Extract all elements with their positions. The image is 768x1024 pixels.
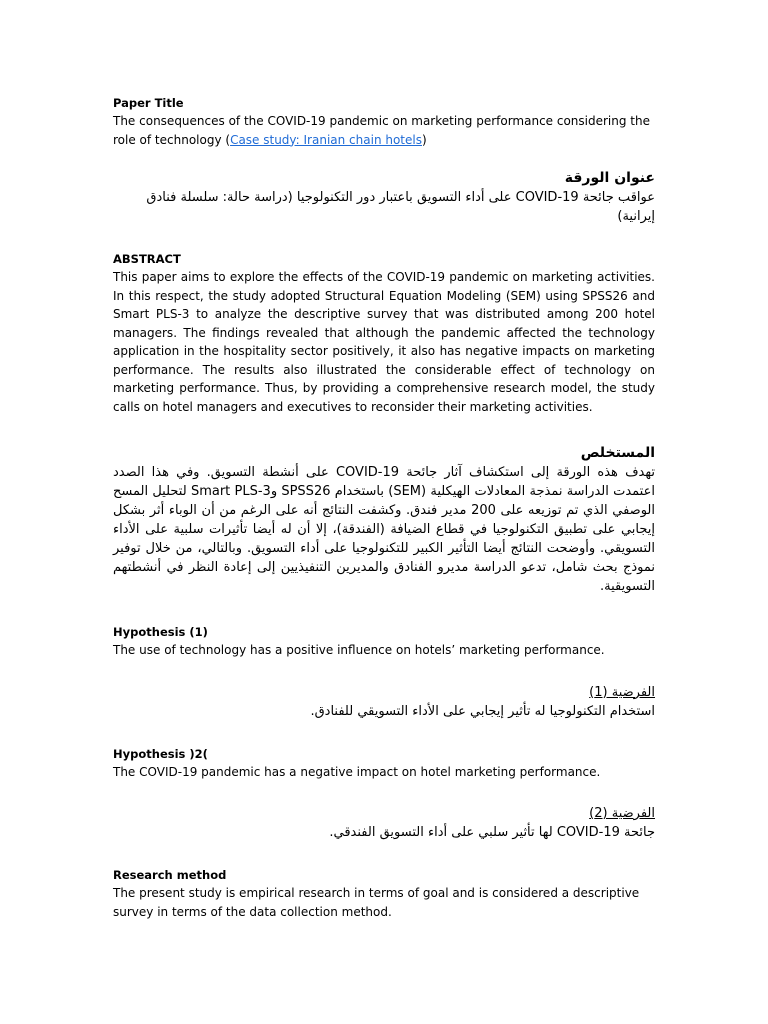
hypothesis-2-text: The COVID-19 pandemic has a negative impact on hotel marketing performance.: [113, 764, 601, 779]
arabic-hypothesis-2-heading: الفرضية (2): [589, 806, 655, 821]
paper-title-text-before: The consequences of the COVID-19 pandemic on marketing performance considering the role of technology (: [113, 114, 650, 147]
research-method-heading: Research method: [113, 868, 227, 882]
document-page: [113, 94, 655, 921]
abstract-heading: ABSTRACT: [113, 252, 181, 266]
arabic-abstract-heading: المستخلص: [580, 445, 655, 461]
arabic-hypothesis-1-heading: الفرضية (1): [589, 684, 655, 700]
arabic-abstract-text: تهدف هذه الورقة إلى استكشاف آثار جائحة COVID-19 على أنشطة التسويق. وفي هذا الصدد اعتمدت الدراسة نمذجة المعادلات الهيكلية (SEM) باستخدام SPSS26 وSmart PLS-3 لتحليل المسح الوصفي الذي تم توزيعه على 200 مدير فندق. وكشفت النتائج أنه على الرغم من أن الوباء أثر بشكل إيجابي على تطبيق التكنولوجيا في قطاع الضيافة (الفندقة)، إلا أن له أيضا تأثيرات سلبية على الأداء التسويقي. وأوضحت النتائج أيضا التأثير الكبير للتكنولوجيا على أداء التسويق. وبالتالي، من خلال توفير نموذج بحث شامل، تدعو الدراسة مديرو الفنادق والمديرين التنفيذيين إلى إعادة النظر في أنشطتهم التسويقية.: [113, 465, 655, 594]
arabic-title-heading: عنوان الورقة: [564, 170, 655, 186]
paper-title-heading: Paper Title: [113, 96, 184, 110]
hypothesis-1-text: The use of technology has a positive influence on hotels’ marketing performance.: [113, 643, 605, 657]
paper-title-text-after: ): [421, 132, 427, 147]
research-method-text: The present study is empirical research in terms of goal and is considered a descriptive survey in terms of the data collection method.: [113, 886, 640, 919]
hypothesis-1-heading: Hypothesis (1): [113, 625, 208, 639]
hypothesis-2-heading: Hypothesis )2(: [113, 746, 208, 761]
abstract-text: This paper aims to explore the effects of the COVID-19 pandemic on marketing activities. In this respect, the study adopted Structural Equation Modeling (SEM) using SPSS26 and Smart PLS-3 to analyze the descriptive survey that was distributed among 200 hotel managers. The findings revealed that although the pandemic affected the technology application in the hospitality sector positively, it also has negative impacts on marketing performance. The results also illustrated the considerable effect of technology on marketing performance. Thus, by providing a comprehensive research model, the study calls on hotel managers and executives to reconsider their marketing activities.: [113, 270, 655, 414]
arabic-title-text: عواقب جائحة COVID-19 على أداء التسويق باعتبار دور التكنولوجيا (دراسة حالة: سلسلة فنادق إيرانية): [146, 190, 655, 224]
case-study-link[interactable]: Case study: Iranian chain hotels: [230, 132, 422, 147]
paper-title-text: [113, 112, 655, 149]
arabic-hypothesis-2-text: جائحة COVID-19 لها تأثير سلبي على أداء التسويق الفندقي.: [329, 825, 655, 840]
arabic-hypothesis-1-text: استخدام التكنولوجيا له تأثير إيجابي على الأداء التسويقي للفنادق.: [310, 703, 655, 719]
